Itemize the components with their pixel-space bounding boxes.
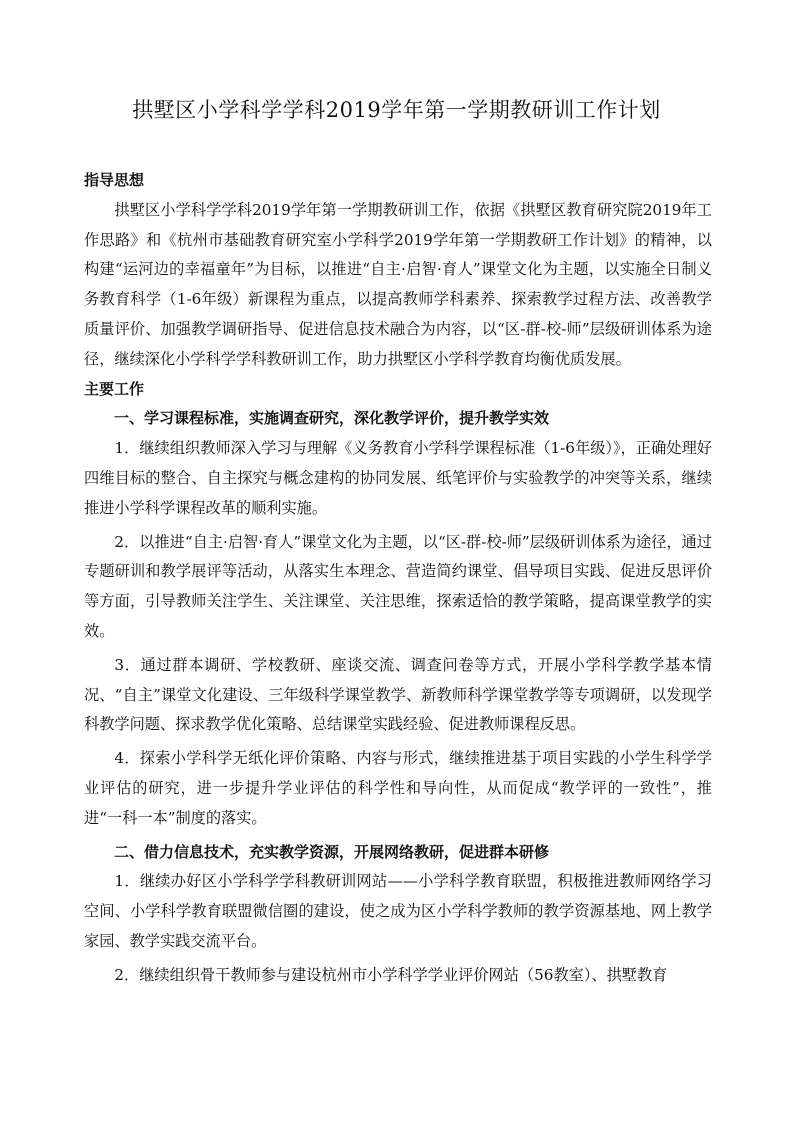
paragraph: 1．继续办好区小学科学学科教研训网站——小学科学教育联盟，积极推进教师网络学习空间、小学科学教育联盟微信圈的建设，使之成为区小学科学教师的教学资源基地、网上教学家园、教学实践交流平台。 — [84, 872, 712, 950]
section-heading-main-work: 主要工作 — [84, 379, 145, 398]
paragraph: 4．探索小学科学无纸化评价策略、内容与形式，继续推进基于项目实践的小学生科学学业评估的研究，进一步提升学业评估的科学性和导向性，从而促成“教学评的一致性”，推进“一科一本”制度的落实。 — [84, 749, 712, 827]
paragraph: 2．继续组织骨干教师参与建设杭州市小学科学学业评价网站（56教室）、拱墅教育 — [114, 965, 668, 984]
section-heading-guiding-ideology: 指导思想 — [84, 171, 145, 189]
subsection-heading-1: 一、学习课程标准，实施调查研究，深化教学评价，提升教学实效 — [114, 409, 550, 428]
subsection-heading-2: 二、借力信息技术，充实教学资源，开展网络教研，促进群本研修 — [114, 842, 550, 861]
paragraph: 3．通过群本调研、学校教研、座谈交流、调查问卷等方式，开展小学科学教学基本情况、“自主”课堂文化建设、三年级科学课堂教学、新教师科学课堂教学等专项调研，以发现学科教学问题、探求教学优化策略、总结课堂实践经验、促进教师课程反思。 — [84, 655, 712, 734]
document-body — [84, 166, 712, 991]
paragraph: 2．以推进“自主·启智·育人”课堂文化为主题，以“区-群-校-师”层级研训体系为途径，通过专题研训和教学展评等活动，从落实生本理念、营造简约课堂、倡导项目实践、促进反思评价等方面，引导教师关注学生、关注课堂、关注思维，探索适恰的教学策略，提高课堂教学的实效。 — [84, 532, 712, 640]
paragraph: 拱墅区小学科学学科2019学年第一学期教研训工作，依据《拱墅区教育研究院2019年工作思路》和《杭州市基础教育研究室小学科学2019学年第一学期教研工作计划》的精神，以构建“运河边的幸福童年”为目标，以推进“自主·启智·育人”课堂文化为主题，以实施全日制义务教育科学（1-6年级）新课程为重点，以提高教师学科素养、探索教学过程方法、改善教学质量评价、加强教学调研指导、促进信息技术融合为内容，以“区-群-校-师”层级研训体系为途径，继续深化小学科学学科教研训工作，助力拱墅区小学科学教育均衡优质发展。 — [84, 200, 712, 368]
paragraph: 1．继续组织教师深入学习与理解《义务教育小学科学课程标准（1-6年级）》，正确处理好四维目标的整合、自主探究与概念建构的协同发展、纸笔评价与实验教学的冲突等关系，继续推进小学科学课程改革的顺利实施。 — [84, 439, 712, 517]
document-title: 拱墅区小学科学学科2019学年第一学期教研训工作计划 — [132, 98, 661, 122]
